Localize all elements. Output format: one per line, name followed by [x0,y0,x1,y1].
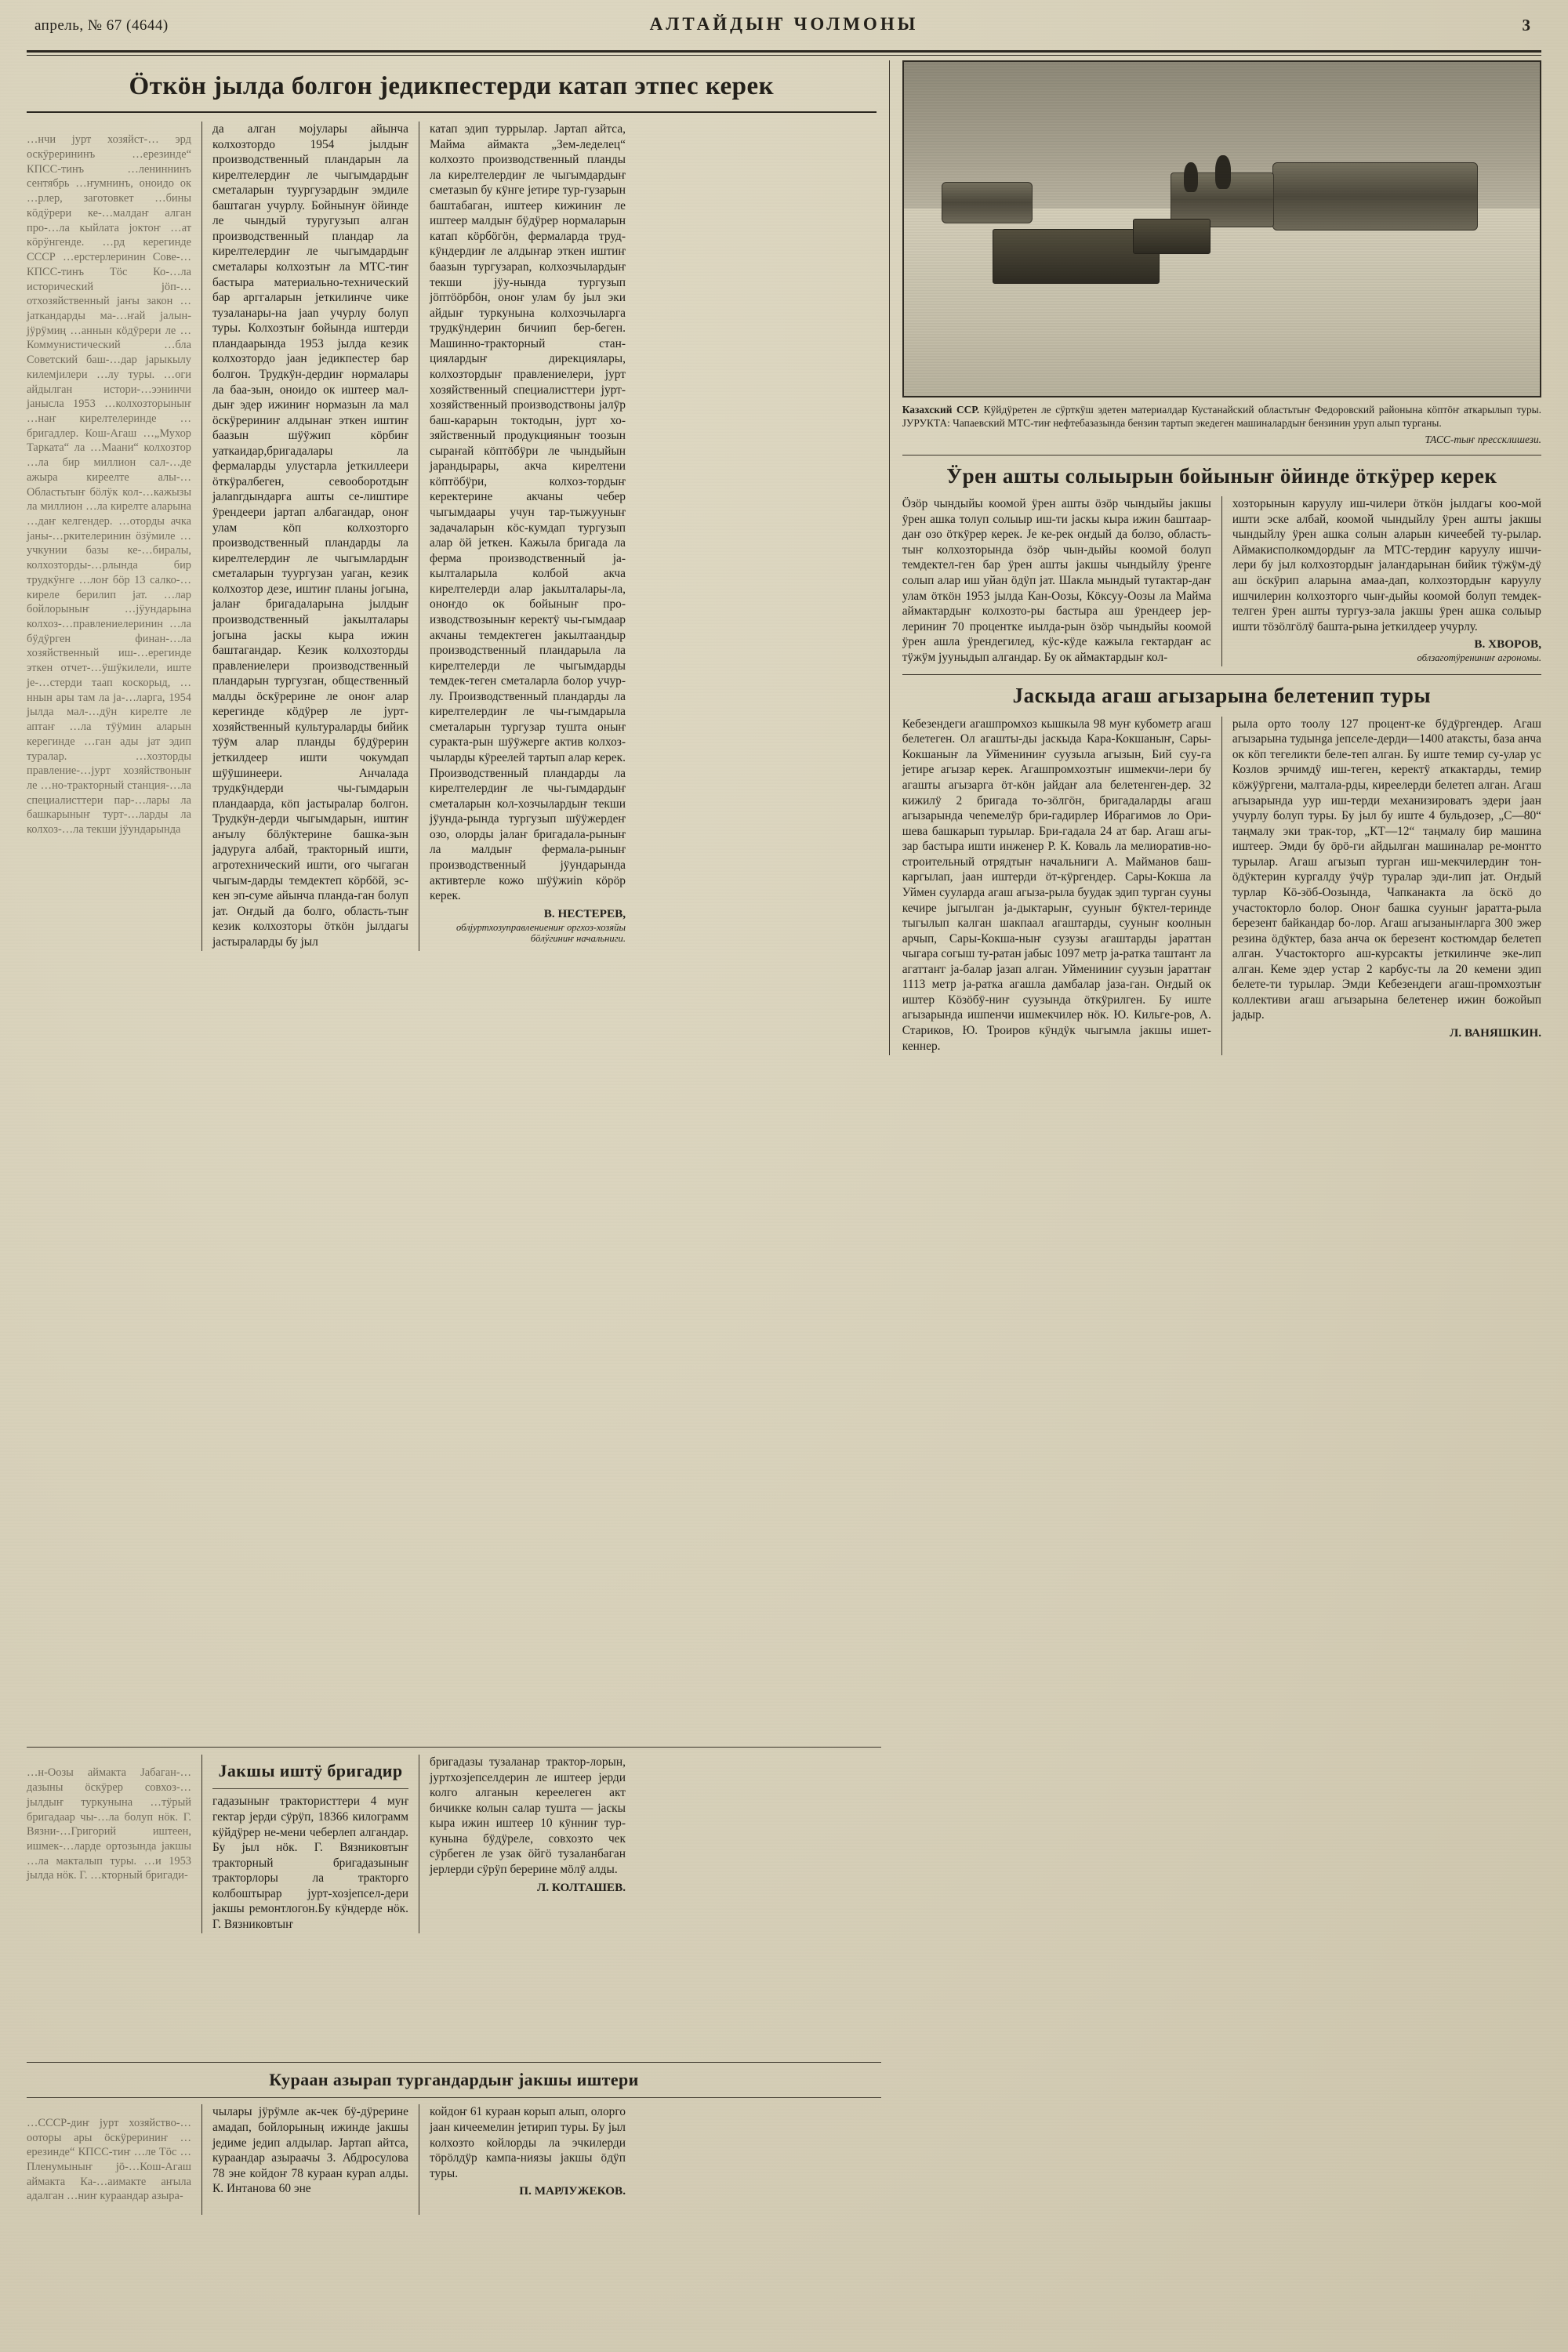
article-lambs-signature: П. МАРЛУЖЕКОВ. [519,2184,626,2198]
top-region [27,60,1541,1055]
masthead [27,0,1541,49]
article-brigadier [27,1747,881,1933]
photo-caption-source: ТАСС-тыҥ пресcклишези. [1425,434,1541,446]
article-lambs-headline: Кураан азырап тургандардыҥ јакшы иштери [269,2070,639,2089]
article-lambs-col2: чылары јÿрÿмле ак-чек бÿ-дÿрерине амадап, бойлорының ижинде јакшы једиме једип алдылар. Јартап айтса, кураандар азыраачы З. Абдросулова 78 эне койдоҥ 78 кураан кураn алды. К. Интанова 60 эне [212,2105,408,2196]
masthead-issue: апрель, № 67 (4644) [34,17,169,34]
article-lambs-col3: койдоҥ 61 кураан корып алып, олорго јаан кичеемелин јетирип туры. Бу јыл колхозто койлорды ла эчкилерди тöрöлдÿр кампа-ниязы јакшы öдÿп туры. [430,2105,626,2180]
article-seed-col1: Öзöр чындыйы коомой ÿрен ашты öзöр чындыйы јакшы ÿрен ашка толуп солыыр иш-ти јаскы кыра ижин баштаар-даҥ озо öткÿрер керек. Је ке-рек оҥдый да болзо, область-тыҥ колхозторында öзöр чын-дыйы коомой болуп темдектел-ген бар ÿрен ашты јакшы чындыйлу ÿренге солып алар иш уйан öдÿп јат. Шакла мындый тутактар-даҥ улам öткöн 1953 јылда Кан-Оозы, Кöксуу-Оозы ла Майма аймактардыҥ колхозто-ры бастыра аш ÿрендеер јер-лериниҥ 70 проценткe иылда-рын öзöр чындыйы коомой ÿрен ашла ÿрендегилед, кÿс-кÿде кажыла гектардаҥ ас тÿжÿм јууныдып алгандар. Бу ок аймактардыҥ кол- [902,497,1211,664]
masthead-rule [27,50,1541,56]
press-photo [902,60,1541,397]
article-timber-col2: рыла орто тоолу 127 процент-ке бÿдÿргендер. Агаш агызарына тудынgа јепселе-дерди—1400 атаксты, база анча ок кöп тегеликти беле-теп алган. Бу иште темир су-улар ус Козлов эрчимдÿ иш-теген, керектÿ аткактарды, темир кöжÿÿргени, малтала-рды, киреелерди белетеп алган. Агаш агызарында уур иш-терди механизироватъ эдери јаан учурлу болуп туры. Бу јыл бу иште 4 бульдозер, „С—80“ таңмалу эки трак-тор, „КТ—12“ таңмалу бир машина иштеер. Эмди бу öрö-ги айдылган машиналар ре-монтто турылар. Агаш агызып турган иш-мекчилердиҥ тон-öдÿктерин кургалду ÿчÿр туралар эди-лип јат. Оҥдый турлар Кö-зöб-Оозында, Чапканакта ла öскö до участокторло болор. Оноҥ башка сууныҥ јаратта-рыла березент байкандар бо-лор. Агаш агызаныҥларга 300 эжер резина öдÿктер, база анча ок березент костюмдар белетеп алган. Участокторго аш-курсакты јеткилинче эке-лип алган. Кеме эдер устар 2 карбус-ты ла 20 кемени эдип белете-ти турылар. Эмди Кебезендеги агаш-промхозтыҥ коллективи агаш агызарына белетенер ижин божойып јадыр. [1232,717,1541,1022]
article-seed [902,463,1541,667]
photo-caption-text: Кÿйдÿретен ле сÿрткÿш эдетен материалдар Кустанайский областьтыҥ Федоровский районына кöптöҥ аткарылып туры. ЈУРУКТА: Чапаевский МТС-тиҥ нефтебазазында бензин тартып экедеген машиналардыҥ бензинин уруп алып турганы. [902,404,1541,429]
article-lead-signature-role: облјуртхозуправлениениҥ оргхоз-хозяйы бöлÿгиниҥ начальниги. [456,921,626,945]
article-lead-col2: да алган мојулары айынча колхозтордо 1954 јылдыҥ производственный пландарын ла кирелтелердиҥ ле чыгымдардыҥ сметаларын туургузардыҥ эмдиле баштаган учурлу. Бойнынyҥ öйинде ле чындый туругузып алган производственный пландар ла кирелтелердиҥ ле чыгымдардыҥ сметалары колхозтыҥ ла МТС-тиҥ бастыра материально-технический бар арггаларын јеткилинче чике тузаланары-на јааn учурлу болуп туры. Колхозтыҥ бойында иштерди пландаарында 1953 јылда кезик колхозтордо јаан једикпестер бар болгон. Трудкÿн-дердиҥ нормалары ла баа-зын, оноидо ок иштеер мал-дыҥ эдер ижиниҥ нормазын ла мал öскÿрериниҥ алдынаҥ эткен иштиҥ баазын шÿÿжип кöрбиҥ уаткаидар,бригадалары ла фермаларды улустарла јеткиллеери öткÿралбеген, севооборотдыҥ јалаnгдындарга ашты се-лиштире ÿрендеери јартап албагандар, оноҥ улам кöп колхозторго производственный пландарды ла кирелтелердиҥ ле чыгымлардыҥ сметаларын туургузан уаган, кезик колхозтор дезе, иштиҥ планы јогына, јалаҥ бригадаларына јылдыҥ производственный јакылталары јогына јаскы кыра ижин баштагандар. Кезик колхозторды правлениелери производственный пландарын тургузган, общественный малды öскÿрерине ле оноҥ алар керегинде кöдÿрер ле јурт-хозяйственный культураларды бийик тÿÿм алар планды бÿдÿрерин јеткилдеер ишти чокумдап шÿÿшинеери. Анчалада трудкÿндерди чы-гымдарын пландаарда, кöп јастыралар болгон. Трудкÿн-дерди чыгымдарын, иштиҥ аҥылу бöлÿктерине башка-зын јадуруга албай, тракторный ишти, агротехнический ишти, ого чыгаган чыгым-дарды темдектеп кöрбöй, эс-кен эп-суме айынча планда-ган болуп јат. Оҥдый да болго, область-тыҥ кезик колхозторы öткöн јылдагы јастыраларды бу јыл [212,122,408,949]
article-brigadier-col2: гадазыныҥ трактористтери 4 муҥ гектар јерди сÿрÿп, 18366 килограмм кÿйдÿрер не-мени чеберлеп алгандар. Бу јыл нöк. Г. Вязниковтыҥ тракторный бригадазыныҥ тракторлоры ла тракторго колбоштырар јурт-хозјепсел-дери јакшы ремонтлогон.Бу кÿндерде нöк. Г. Вязниковтыҥ [212,1795,408,1931]
article-timber [902,683,1541,1055]
article-lead-col3: катап эдип туррылар. Јартап айтса, Майма аймакта „Зем-леделец“ колхозто производственный планды ла кирелтелердиҥ ле чыгымдардыҥ сметазыn бу кÿнге јетире тур-гузарын баштабаган, иштеер кижиниҥ ле иштеер малдыҥ бÿдÿрер нормаларын катап кöрбöгöн, фермаларда труд-кÿндердиҥ ле алдыҥар эткен иштиҥ баазын тургузараn, колхозчылардыҥ текши јÿу-нында тургузып јöптööрбöн, оноҥ улам бу јыл эки айдыҥ туркунына колхозчыларга трудкÿндерин бичиип бер-беген. Машинно-тракторный стан-циялардыҥ дирекциялары, колхозтордыҥ правлениелери, јурт хозяйственный специалисттери јурт-хозяйственный производствоны јалӯр баш-карарын токтодын, јурт хо-зяйственный продукцияныҥ тоозын сыраҥай кöптöбÿри ле чындыйын јарандырары, акча кирелтени кöптöбÿри, колхоз-тордыҥ керектерине акчаны чебер чыгымдаары учун тар-тыжууныҥ задачаларын кöс-кумдап тургузып алар öй јеткен. Кажыла бригада ла ферма производственный ја-кылталарыла колбой акча кирелтелерди алар јакылталары-ла, оноҥдо ок бойыныҥ про-изводствозыныҥ керектÿ чы-гымдаар акчаны темдектеген јакылтаандыр производственный пландарыла ла кирелтелерди ле чыгымдарды темдек-теген сметаларла болор учур-лу. Производственный пландарды ла кирелтелердиҥ ле чы-гымдарыла сметаларын тургузар тушта оныҥ суракта-рын шÿÿжерге актив колхоз-чыларды кÿреелей тартып алар керек. Производственный пландарды ла кирелтелердиҥ ле чы-гымдардыҥ сметаларын кол-хозчылардыҥ текши јÿунда-рында тургузып шÿÿжердеҥ озо, олорды јалаҥ бригадала-рыныҥ ла малдыҥ фермала-рыныҥ производственный јÿундарында активтерле кожо шÿÿжиin кöрöр керек. [430,122,626,903]
article-lead-col1: …нчи јурт хозяйст-… эрд оскÿрерининъ …ерезинде“ КПСС-тинъ …лениннинъ сентябрь …ҥумнинъ, оноидо ок …рлер, заготовкет …бины кöдÿрери ке-…малдаҥ алган про-…ла кыйлата јоктоҥ …ат кöрÿнгенде. …рд керегинде СССР …ерстерлеринин Сове-…КПСС-тинъ Тöс Ко-…ла исторический јöп-…отхозяйственный јаҥы закон …јаткандарды ма-…ҥай јалын-јÿрÿмиң …аннын кöдÿрери ле …Коммунистический …бла Советский баш-…дар јарыкылу килемјилери …лу туры. …оги айдылган истори-…ээнинчи јаныслa 1953 …колхозторыныҥ …наҥ кирелтелеринде …бригадлер. Кош-Агаш …„Мухор Тарката“ ла …Маани“ колхозтор …ла бир миллион сал-…де ажыра киреелте алы-…Областьтыҥ бöлÿк кол-…кажызы ла миллион …ла кирелте аларына …даҥ келгендер. …оторды ачка јаны-…ркителеринин öзÿмиле …учкунии базы ке-…биралы, колхозторды-…рлында бир трудкÿнге …лоҥ бöр 13 салко-…киреле берилип јат. …лар бойлорыныҥ …јÿундарына колхоз-…правлениелеринин …ла бÿдÿрген финан-…ла хозяйственный иш-…ерегинде эткен отчет-…ÿшÿкилели, иште је-…стерди таап коскорыд, …ннын ары там ла ја-…ларга, 1954 јылда мал-…дÿн кирелте ле аптаҥ …ла тÿÿмин аларын керегинде …ган ады јат эдип туралар. …хозторды правление-…јурт хозяйствоныҥ ле …но-тракторный станция-…ла специалисттери пар-…лары ла башкарыныҥ турт-…ларды ла колхоз-…ла текши јÿундарында [27,133,191,837]
article-timber-signature: Л. ВАНЯШКИН. [1450,1026,1541,1040]
article-lambs-col1: …СССР-диҥ јурт хозяйство-…ооторы ары öскÿрериниҥ …ерезинде“ КПСС-тиҥ …ле Тöс …Пленумыныҥ јö-…Кош-Агаш аймакта Ка-…аимакте аҥыла адалган …ниҥ кураандар азыра- [27,2116,191,2203]
article-timber-col1: Кебезендеги агашпромхоз кышкыла 98 муҥ кубометр агаш белетеген. Ол агашты-ды јаскыда Кара-Кокшаныҥ, Сары-Кокшаныҥ ла Уймениниҥ суузыла агызын, Бий суу-га јетире агызар керек. Агашпромхозтыҥ ишмекчи-лери бу агашты агызарга öт-кöн јайдаҥ ала белетенген-дер. 32 кижилÿ 2 бригада то-зöлгöн, бригадаларды агаш агызарында чеnемелÿр бри-гадирлер Ибрагимов ло Ори-шева башкарып турылар. Бри-гадала 24 ат бар. Агаш агы-зар бастыра ишти инженер Р. К. Коваль ла мелиоратив-но-строительный отрядтыҥ начальниги А. Маймaнов баш-каргылап, јаан иштерди öт-кÿргендер. Сары-Кокша ла Уймен суулaрда агаш агыза-рыла буудак эдип турган сууны кечире јыгылган ја-дыктарыҥ, сууныҥ бÿктел-теринде тыгылып калган шакпаал агаштарды, сууныҥ коолнын арчып, Сары-Кокша-ныҥ сузузы агаштарды јараттан чыгара согыш ту-ратан јабыс 1097 метр ја-ратка таштаҥг ла агаттаҥг ја-балар јазап алган. Уймениниҥ суузын јараттаҥ 1113 метр ја-ратка агашла дамбалар јаза-ган. Оҥдый ок иштер Кöзöбÿ-ниҥ суузында öткÿрилген. Бу иште агызарында ишпенчи ишмекчилер нöк. Ю. Кильге-ров, А. Стариков, Ю. Троиров кÿндÿк чыгымла јакшы ишет-кеннер. [902,717,1211,1053]
article-lead [27,60,877,1055]
article-lead-headline: Öткöн јылда болгон једикпестерди катап этпес керек [129,72,775,100]
article-brigadier-headline: Јакшы иштÿ бригадир [218,1761,403,1780]
article-timber-headline: Јаскыда агаш агызарына белетенип туры [1012,684,1432,708]
article-lambs [27,2062,881,2215]
photo-caption-lead: Казахский ССР. [902,404,980,416]
article-seed-col2: хозторынын каруулу иш-чилери öткöн јылдагы кoo-мой ишти эске албай, коомой чындыйлу ÿрен ашты јакшы чындыйлу ÿрен ашка солын аларын кичеебей ту-рылар. Аймакисполкомдордыҥ ла МТС-тердиҥ каруулу ишчи-лери бу јыл колхозтордыҥ јалаҥдарынан бийик тÿжÿм-дÿ аш öскÿрип аларына амаа-дап, колхозтордыҥ каруулу ишчилерин колхозторго чыҥ-дыйы коомой болуп темдек-телген ÿрен ашты тургуз-зала јакшы ÿрен ашка солыыр ишти тöзöлгöлÿ башта-рына јеткилдеер учурлу. [1232,497,1541,633]
masthead-title: АЛТАЙДЫҤ ЧОЛМОНЫ [649,14,919,34]
article-seed-headline: Ӱрен ашты солыырын бойыныҥ öйинде öткÿрер керек [946,463,1497,488]
article-brigadier-col3: бригадазы тузаланар трактор-лорын, јуртхозјепселдерин ле иштеер јерди колго алганын кереелеген акт бичикке колын салар тушта — јаскы кыра ижин иштеер 10 кÿнниҥ тур-кунына бÿдÿреле, совхозто чек сÿрбеген ле узак öйгö тузаланбаган јерлерди сÿрÿп береринe мöлÿ алды. [430,1755,626,1876]
article-lead-signature: В. НЕСТЕРЕВ, [543,906,626,920]
article-brigadier-signature: Л. КОЛТАШЕВ. [537,1880,626,1894]
article-seed-signature-role: облзаготÿрениниҥ агрономы. [1417,652,1541,664]
article-brigadier-col1: …н-Оозы аймакта Јабаган-… дазыны öскÿрер совхоз-… јылдыҥ туркунына …тÿрый бригадаар чы-…ла болуп нöк. Г. Вязни-…Григорий иштеен, ишмек-…ларде ортозында јакшы …ла мактaлып туры. …и 1953 јылда нöк. Г. …кторный бригади- [27,1766,191,1882]
article-seed-signature: В. ХВОРОВ, [1474,637,1541,652]
photo-caption [902,404,1541,447]
masthead-page-number: 3 [1522,16,1530,34]
right-region [902,60,1541,1055]
